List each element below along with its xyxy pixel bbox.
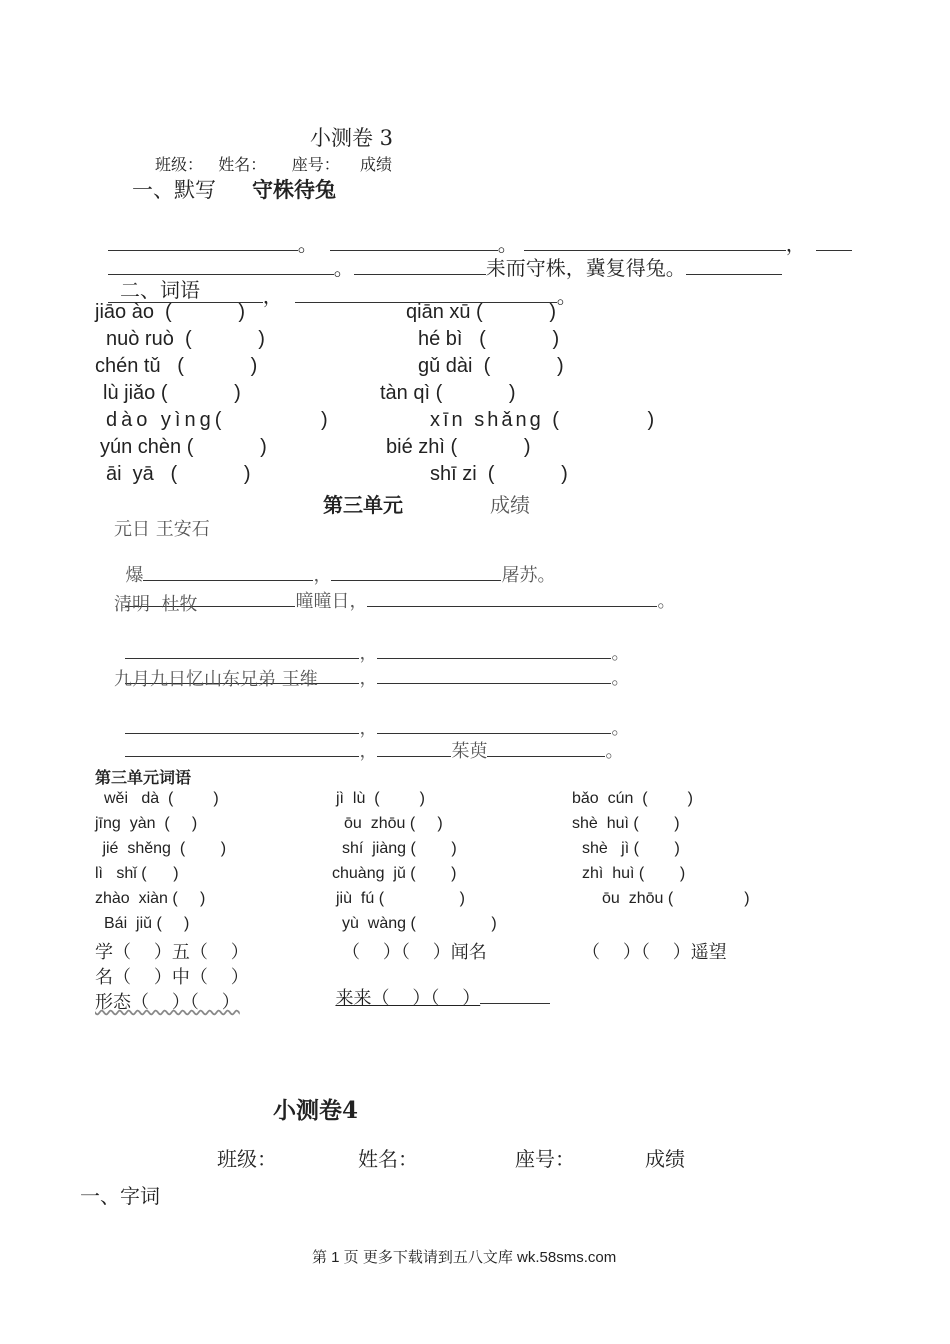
idiom-item: 名（ ）中（ ）	[95, 967, 249, 988]
pinyin-item: dào yìng( )	[106, 409, 332, 431]
quiz4-info-class: 班级：	[217, 1147, 277, 1171]
pinyin-item: chén tǔ ( )	[95, 355, 258, 377]
section2-label: 二、词语	[120, 278, 200, 302]
word-item: jié shěng ( )	[98, 840, 227, 857]
pinyin-item: jiāo ào ( )	[95, 301, 246, 323]
word-item: shí jiàng ( )	[342, 840, 457, 857]
idiom-item: （ ）（ ）闻名	[342, 942, 487, 963]
poem2-line2: ， 。	[114, 643, 629, 690]
idiom-item: 学（ ）五（ ）	[95, 942, 249, 963]
section1-label: 一、默写	[132, 178, 216, 202]
unit3-words-title: 第三单元词语	[95, 770, 192, 787]
word-item: yù wàng ( )	[342, 915, 497, 932]
pinyin-item: bié zhì ( )	[386, 436, 531, 458]
word-item: shè huì ( )	[572, 815, 680, 832]
pinyin-item: qiān xū ( )	[406, 301, 557, 323]
poem2-line1: ， 。	[114, 618, 629, 665]
pinyin-item: tàn qì ( )	[380, 382, 516, 404]
word-item: Bái jiǔ ( )	[104, 915, 190, 932]
word-item: shè jì ( )	[582, 840, 680, 857]
poem3-line1: ， 。	[114, 693, 629, 740]
word-item: ōu zhōu ( )	[344, 815, 443, 832]
quiz4-info-seat: 座号：	[515, 1147, 575, 1171]
poem3-line2: ， 茱萸 。	[114, 716, 623, 763]
word-item: zhào xiàn ( )	[95, 890, 206, 907]
pinyin-item: xīn shǎng ( )	[430, 409, 658, 431]
word-item: jīng yàn ( )	[95, 815, 198, 832]
poem1-title: 元日 王安石	[114, 519, 210, 540]
pinyin-item: shī zi ( )	[430, 463, 568, 485]
quiz4-section1: 一、字词	[80, 1184, 160, 1208]
dictation-line-3: ， 。	[95, 256, 577, 309]
poem1-line1: 爆 ， 屠苏。	[114, 540, 555, 587]
word-item: wěi dà ( )	[104, 790, 219, 807]
quiz3-info: 班级： 姓名： 座号： 成绩	[155, 155, 393, 174]
unit3-title: 第三单元	[323, 493, 403, 517]
poem3-title: 九月九日忆山东兄弟 王维	[114, 669, 318, 690]
idiom-item: 来来（ ）（ ）	[324, 963, 550, 1010]
pinyin-item: gǔ dài ( )	[418, 355, 564, 377]
idiom-item: （ ）（ ）遥望	[582, 942, 727, 963]
section1-poem-title: 守株待兔	[252, 179, 336, 202]
quiz4-title: 小测卷4	[273, 1097, 359, 1124]
quiz4-info-name: 姓名：	[358, 1147, 418, 1171]
word-item: bǎo cún ( )	[572, 790, 693, 807]
dictation-line-2: 。 耒而守株，冀复得兔。	[95, 228, 782, 281]
unit3-score: 成绩	[490, 493, 530, 517]
pinyin-item: lù jiǎo ( )	[103, 382, 241, 404]
word-item: chuàng jǔ ( )	[332, 865, 457, 882]
pinyin-item: nuò ruò ( )	[106, 328, 265, 350]
idiom-item: 形态（ ）（ ）	[95, 992, 240, 1013]
poem2-title: 清明 杜牧	[114, 594, 198, 615]
word-item: zhì huì ( )	[582, 865, 686, 882]
word-item: jiù fú ( )	[336, 890, 465, 907]
dictation-line-1: 。 。 ，	[95, 204, 852, 257]
poem1-line2: 曈曈日， 。	[114, 566, 675, 613]
quiz4-info-score: 成绩	[645, 1147, 685, 1171]
pinyin-item: āi yā ( )	[106, 463, 251, 485]
page-footer: 第 1 页 更多下载请到五八文库 wk.58sms.com	[312, 1249, 617, 1266]
pinyin-item: yún chèn ( )	[100, 436, 267, 458]
word-item: ōu zhōu ( )	[602, 890, 750, 907]
word-item: lì shǐ ( )	[95, 865, 179, 882]
quiz3-title: 小测卷 3	[310, 126, 394, 150]
word-item: jì lù ( )	[336, 790, 425, 807]
pinyin-item: hé bì ( )	[418, 328, 560, 350]
